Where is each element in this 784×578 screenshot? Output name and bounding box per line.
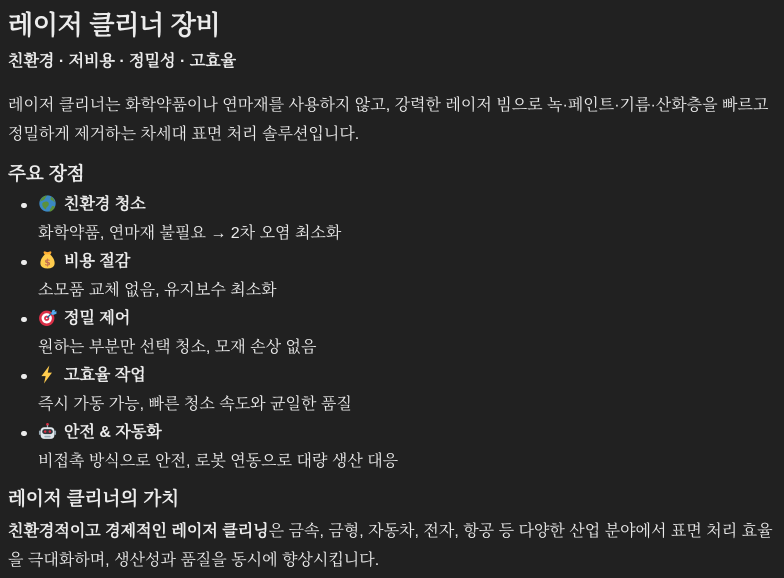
intro-paragraph: 레이저 클리너는 화학약품이나 연마재를 사용하지 않고, 강력한 레이저 빔으로 녹·페인트·기름·산화층을 빠르고 정밀하게 제거하는 차세대 표면 처리 솔루션입니다.: [8, 97, 769, 143]
target-dart-icon: [38, 308, 57, 327]
value-paragraph: [8, 518, 776, 575]
advantage-title-row: [38, 305, 776, 334]
advantage-desc: 원하는 부분만 선택 청소, 모재 손상 없음: [38, 338, 317, 356]
value-heading: 레이저 클리너의 가치: [8, 488, 180, 509]
advantage-list: [8, 191, 776, 476]
advantage-title-row: [38, 248, 776, 277]
list-item: [38, 191, 776, 248]
lightning-icon: [38, 365, 57, 384]
robot-icon: [38, 422, 57, 441]
money-bag-icon: [38, 251, 57, 270]
advantage-title: 친환경 청소: [64, 196, 146, 213]
advantage-title-row: [38, 419, 776, 448]
advantages-heading: 주요 장점: [8, 163, 85, 184]
value-bold-lead: 친환경적이고 경제적인 레이저 클리닝: [8, 523, 269, 540]
list-item: [38, 362, 776, 419]
document-body: [8, 8, 776, 575]
list-item: [38, 248, 776, 305]
list-item: [38, 305, 776, 362]
earth-globe-icon: [38, 194, 57, 213]
advantage-desc: 소모품 교체 없음, 유지보수 최소화: [38, 281, 277, 299]
advantage-desc: 비접촉 방식으로 안전, 로봇 연동으로 대량 생산 대응: [38, 452, 399, 470]
advantage-desc: 화학약품, 연마재 불필요 → 2차 오염 최소화: [38, 224, 342, 242]
advantage-title-row: [38, 362, 776, 391]
list-item: [38, 419, 776, 476]
advantage-title: 비용 절감: [64, 253, 131, 270]
advantage-title: 고효율 작업: [64, 367, 146, 384]
advantage-title: 안전 & 자동화: [64, 424, 162, 441]
value-rest: 은 금속, 금형, 자동차, 전자, 항공 등 다양한 산업 분야에서 표면 처리 효율을 극대화하며, 생산성과 품질을 동시에 향상시킵니다.: [8, 523, 773, 569]
subtitle: 친환경 · 저비용 · 정밀성 · 고효율: [8, 53, 237, 70]
advantage-title: 정밀 제어: [64, 310, 131, 327]
advantage-title-row: [38, 191, 776, 220]
page-title: 레이저 클리너 장비: [8, 10, 221, 40]
svg-text:$: $: [44, 258, 51, 269]
advantage-desc: 즉시 가동 가능, 빠른 청소 속도와 균일한 품질: [38, 395, 352, 413]
